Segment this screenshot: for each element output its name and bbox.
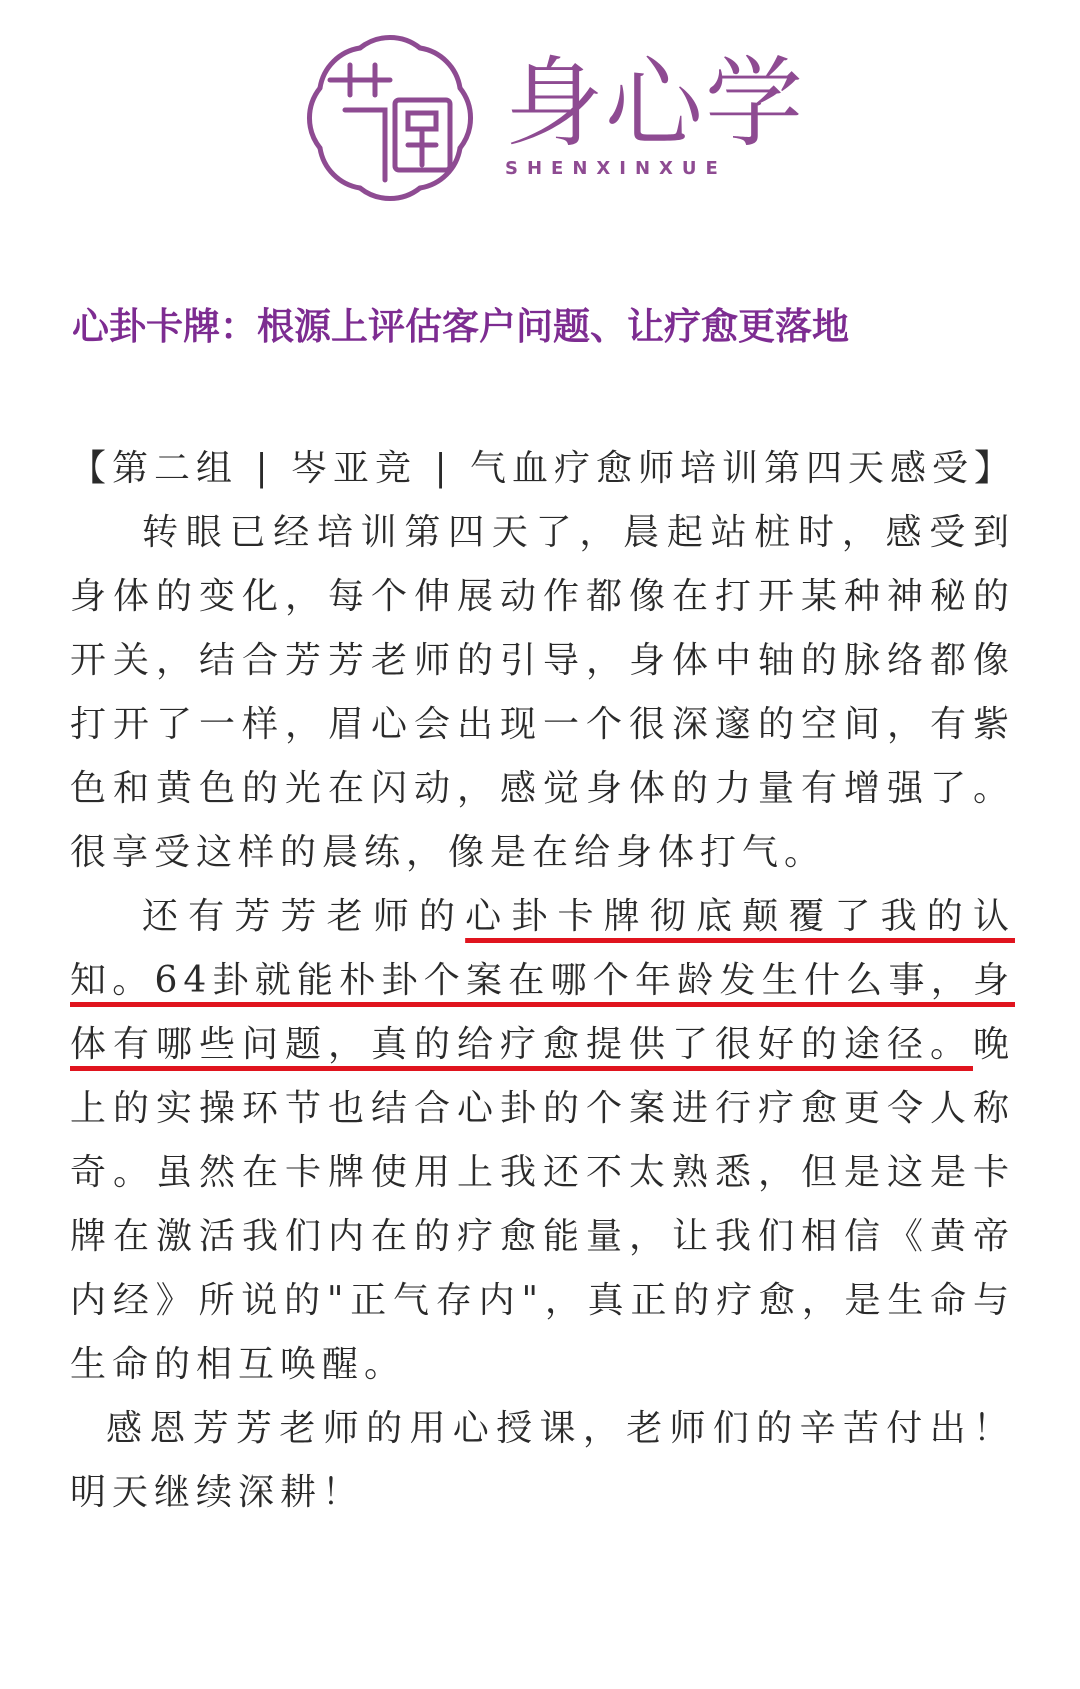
article-headline: 心卦卡牌：根源上评估客户问题、让疗愈更落地 (72, 305, 849, 348)
header-logo (0, 0, 1080, 230)
highlighted-text: 心卦卡牌彻底颠覆了我的认知。64卦就能朴卦个案在哪个年龄发生什么事，身体有哪些问题，真的给疗愈提供了很好的途径。 (70, 896, 1015, 1065)
brand-name: 身心学 (505, 47, 806, 161)
article-heading: 【第二组 | 岑亚竞 | 气血疗愈师培训第四天感受】 (70, 448, 1017, 489)
paragraph-2-intro: 还有芳芳老师的 (142, 896, 466, 937)
paragraph-3: 感恩芳芳老师的用心授课，老师们的辛苦付出！明天继续深耕！ (70, 1408, 1015, 1513)
paragraph-2 (70, 885, 1015, 1397)
brand-subtitle: SHENXINXUE (505, 158, 727, 179)
paragraph-2-rest: 晚上的实操环节也结合心卦的个案进行疗愈更令人称奇。虽然在卡牌使用上我还不太熟悉，但是这是卡牌在激活我们内在的疗愈能量，让我们相信《黄帝内经》所说的"正气存内"，真正的疗愈，是生命与生命的相互唤醒。 (70, 1024, 1015, 1385)
paragraph-1: 转眼已经培训第四天了，晨起站桩时，感受到身体的变化，每个伸展动作都像在打开某种神秘的开关，结合芳芳老师的引导，身体中轴的脉络都像打开了一样，眉心会出现一个很深邃的空间，有紫色和黄色的光在闪动，感觉身体的力量有增强了。很享受这样的晨练，像是在给身体打气。 (70, 512, 1015, 873)
article-body (70, 437, 1015, 1525)
brand-logo-icon (290, 20, 490, 215)
